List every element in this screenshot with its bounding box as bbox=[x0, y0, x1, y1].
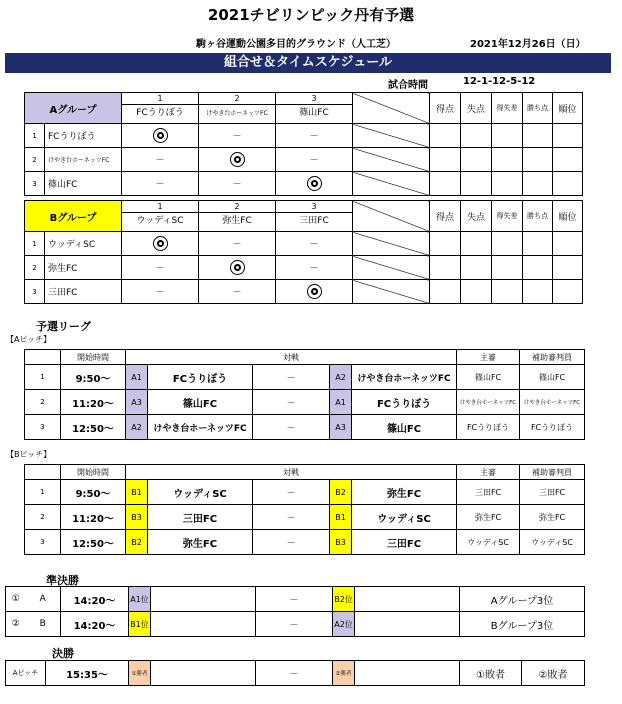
match-time: 12-1-12-5-12 bbox=[463, 76, 536, 87]
group-a-col-2: 2 けやき台ホーネッツFC bbox=[199, 93, 276, 124]
team-name: ウッディSC bbox=[45, 232, 122, 256]
group-a-diagonal-cell bbox=[353, 93, 430, 124]
group-b-col-1: 1 ウッディSC bbox=[122, 201, 199, 232]
team-name: けやき台ホーネッツFC bbox=[45, 148, 122, 172]
stat-header: 得点 bbox=[430, 201, 461, 232]
pitch-b-schedule bbox=[24, 464, 585, 555]
team-name: 弥生FC bbox=[45, 256, 122, 280]
group-b-diagonal-cell bbox=[353, 201, 430, 232]
semifinal-title: 準決勝 bbox=[46, 574, 79, 587]
assistant-header: 補助審判員 bbox=[520, 465, 585, 480]
final-title: 決勝 bbox=[52, 647, 74, 660]
schedule-row: 2 11:20～ B3 三田FC － B1 ウッディSC 弥生FC 弥生FC bbox=[25, 505, 585, 530]
pitch-a-label: 【Aピッチ】 bbox=[6, 335, 52, 344]
start-time-header: 開始時間 bbox=[61, 465, 126, 480]
pitch-a-schedule bbox=[24, 349, 585, 440]
group-a-table bbox=[24, 92, 583, 196]
soccer-ball-icon bbox=[153, 236, 168, 251]
start-time-header: 開始時間 bbox=[61, 350, 126, 365]
group-a-col-1: 1 FCうりぼう bbox=[122, 93, 199, 124]
stat-header: 得失差 bbox=[492, 93, 523, 124]
soccer-ball-icon bbox=[153, 128, 168, 143]
semifinal-table bbox=[5, 586, 585, 637]
soccer-ball-icon bbox=[230, 152, 245, 167]
match-time-label: 試合時間 bbox=[388, 80, 428, 91]
group-b-row: 2 弥生FC － － bbox=[25, 256, 583, 280]
schedule-row: 3 12:50～ A2 けやき台ホーネッツFC － A3 篠山FC FCうりぼう FCうりぼう bbox=[25, 415, 585, 440]
event-date: 2021年12月26日（日） bbox=[470, 39, 586, 50]
schedule-row: 1 9:50～ A1 FCうりぼう － A2 けやき台ホーネッツFC 篠山FC 篠山FC bbox=[25, 365, 585, 390]
group-a-row: 2 けやき台ホーネッツFC － － bbox=[25, 148, 583, 172]
prelim-title: 予選リーグ bbox=[36, 320, 91, 333]
schedule-banner: 組合せ＆タイムスケジュール bbox=[5, 53, 611, 73]
stat-header: 得点 bbox=[430, 93, 461, 124]
final-table bbox=[5, 660, 585, 686]
group-b-name: Bグループ bbox=[25, 201, 122, 232]
group-b-row: 3 三田FC － － bbox=[25, 280, 583, 304]
page-title: 2021チビリンピック丹有予選 bbox=[207, 6, 415, 24]
team-name: 三田FC bbox=[45, 280, 122, 304]
referee-header: 主審 bbox=[457, 350, 520, 365]
semifinal-row: ① A 14:20～ A1位 － B2位 Aグループ3位 bbox=[6, 587, 585, 612]
schedule-row: 3 12:50～ B2 弥生FC － B3 三田FC ウッディSC ウッディSC bbox=[25, 530, 585, 555]
group-a-row: 3 篠山FC － － bbox=[25, 172, 583, 196]
group-b-row: 1 ウッディSC － － bbox=[25, 232, 583, 256]
pitch-b-label: 【Bピッチ】 bbox=[6, 450, 52, 459]
stat-header: 勝ち点 bbox=[523, 93, 553, 124]
group-b-col-3: 3 三田FC bbox=[276, 201, 353, 232]
stat-header: 順位 bbox=[553, 201, 583, 232]
stat-header: 得失差 bbox=[492, 201, 523, 232]
group-a-row: 1 FCうりぼう － － bbox=[25, 124, 583, 148]
soccer-ball-icon bbox=[307, 176, 322, 191]
final-row: Aピッチ 15:35～ ①勝者 － ②勝者 ①敗者 ②敗者 bbox=[6, 661, 585, 686]
match-header: 対戦 bbox=[126, 465, 457, 480]
group-b-table bbox=[24, 200, 583, 304]
stat-header: 勝ち点 bbox=[523, 201, 553, 232]
schedule-row: 2 11:20～ A3 篠山FC － A1 FCうりぼう けやき台ホーネッツFC けやき台ホーネッツFC bbox=[25, 390, 585, 415]
assistant-header: 補助審判員 bbox=[520, 350, 585, 365]
group-a-col-3: 3 篠山FC bbox=[276, 93, 353, 124]
match-header: 対戦 bbox=[126, 350, 457, 365]
team-name: FCうりぼう bbox=[45, 124, 122, 148]
stat-header: 失点 bbox=[461, 201, 492, 232]
soccer-ball-icon bbox=[307, 284, 322, 299]
soccer-ball-icon bbox=[230, 260, 245, 275]
referee-header: 主審 bbox=[457, 465, 520, 480]
venue: 駒ヶ谷運動公園多目的グラウンド（人工芝） bbox=[196, 39, 396, 50]
stat-header: 順位 bbox=[553, 93, 583, 124]
stat-header: 失点 bbox=[461, 93, 492, 124]
team-name: 篠山FC bbox=[45, 172, 122, 196]
group-b-col-2: 2 弥生FC bbox=[199, 201, 276, 232]
schedule-row: 1 9:50～ B1 ウッディSC － B2 弥生FC 三田FC 三田FC bbox=[25, 480, 585, 505]
group-a-name: Aグループ bbox=[25, 93, 122, 124]
semifinal-row: ② B 14:20～ B1位 － A2位 Bグループ3位 bbox=[6, 612, 585, 637]
